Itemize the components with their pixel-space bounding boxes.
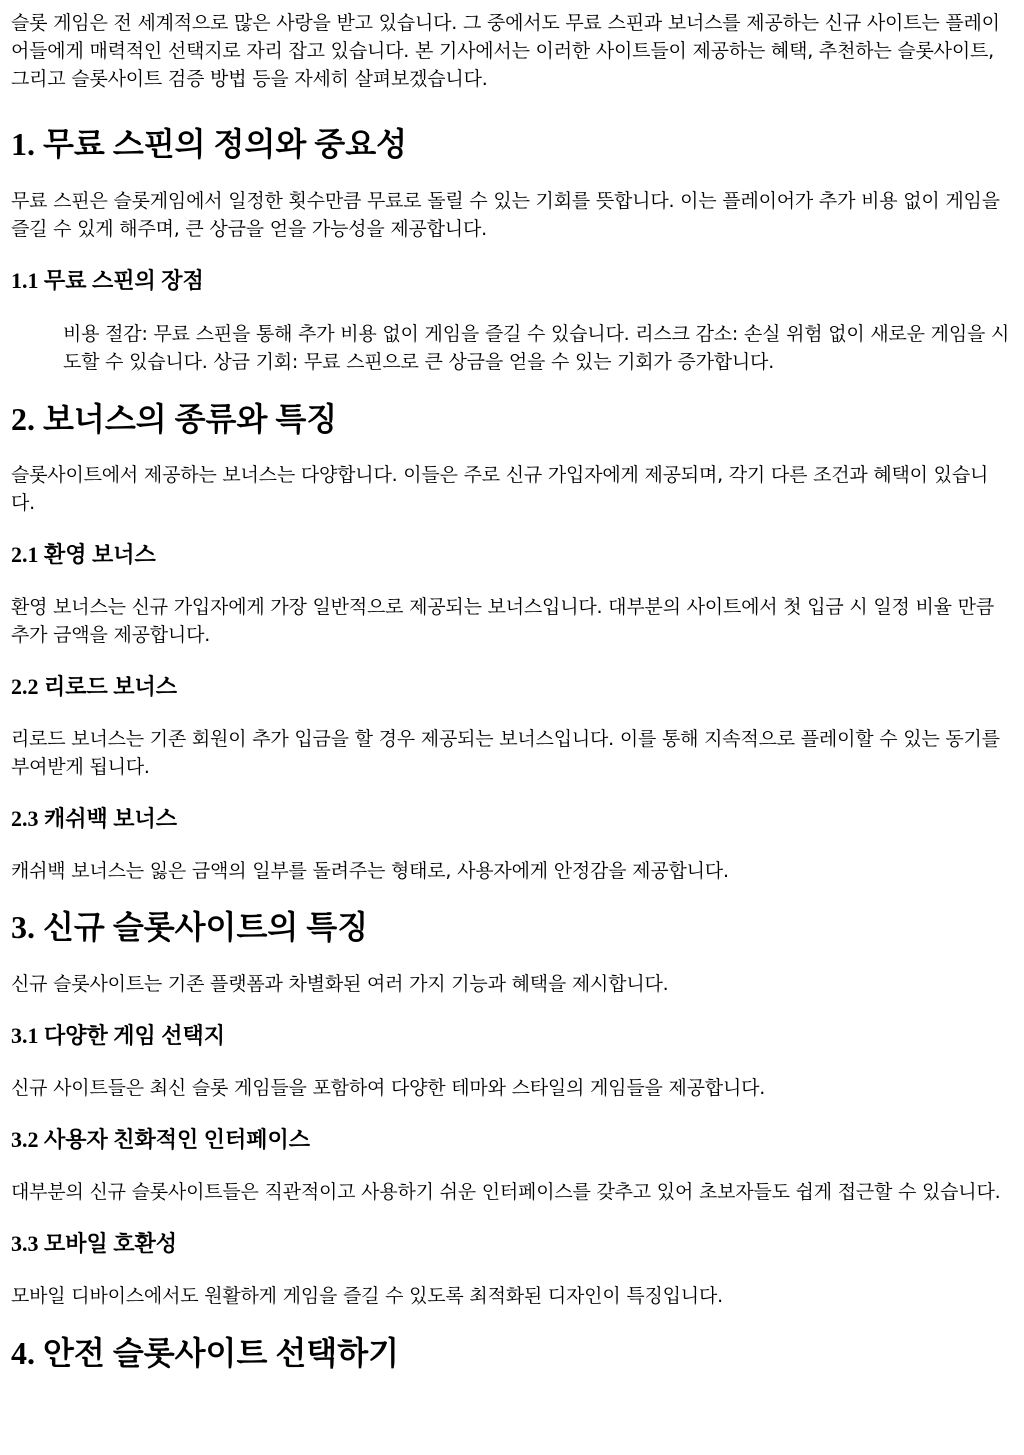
section-2-1-heading: 2.1 환영 보너스 bbox=[11, 542, 156, 567]
section-3-1-heading: 3.1 다양한 게임 선택지 bbox=[11, 1023, 226, 1048]
section-4-heading: 4. 안전 슬롯사이트 선택하기 bbox=[11, 1335, 400, 1371]
section-2-3-heading: 2.3 캐쉬백 보너스 bbox=[11, 806, 178, 831]
section-1-heading: 1. 무료 스핀의 정의와 중요성 bbox=[11, 126, 408, 162]
intro-paragraph: 슬롯 게임은 전 세계적으로 많은 사랑을 받고 있습니다. 그 중에서도 무료 스핀과 보너스를 제공하는 신규 사이트는 플레이어들에게 매력적인 선택지로 자리 잡고 있습니다. 본 기사에서는 이러한 사이트들이 제공하는 혜택, 추천하는 슬롯사이트, 그리고 슬롯사이트 검증 방법 등을 자세히 살펴보겠습니다. bbox=[11, 12, 1000, 90]
article bbox=[0, 9, 1024, 1373]
section-3-2-heading: 3.2 사용자 친화적인 인터페이스 bbox=[11, 1127, 311, 1152]
section-2-2-paragraph: 리로드 보너스는 기존 회원이 추가 입금을 할 경우 제공되는 보너스입니다. 이를 통해 지속적으로 플레이할 수 있는 동기를 부여받게 됩니다. bbox=[11, 728, 1000, 778]
section-3-3-heading: 3.3 모바일 호환성 bbox=[11, 1231, 178, 1256]
section-2-1-paragraph: 환영 보너스는 신규 가입자에게 가장 일반적으로 제공되는 보너스입니다. 대부분의 사이트에서 첫 입금 시 일정 비율 만큼 추가 금액을 제공합니다. bbox=[11, 596, 994, 646]
section-2-heading: 2. 보너스의 종류와 특징 bbox=[11, 401, 338, 437]
section-2-2-heading: 2.2 리로드 보너스 bbox=[11, 674, 178, 699]
section-2-3-paragraph: 캐쉬백 보너스는 잃은 금액의 일부를 돌려주는 형태로, 사용자에게 안정감을 제공합니다. bbox=[11, 860, 729, 882]
section-3-2-paragraph: 대부분의 신규 슬롯사이트들은 직관적이고 사용하기 쉬운 인터페이스를 갖추고 있어 초보자들도 쉽게 접근할 수 있습니다. bbox=[11, 1181, 1001, 1203]
section-3-3-paragraph: 모바일 디바이스에서도 원활하게 게임을 즐길 수 있도록 최적화된 디자인이 특징입니다. bbox=[11, 1285, 723, 1307]
section-2-paragraph: 슬롯사이트에서 제공하는 보너스는 다양합니다. 이들은 주로 신규 가입자에게 제공되며, 각기 다른 조건과 혜택이 있습니다. bbox=[11, 464, 989, 514]
section-3-1-paragraph: 신규 사이트들은 최신 슬롯 게임들을 포함하여 다양한 테마와 스타일의 게임들을 제공합니다. bbox=[11, 1077, 766, 1099]
section-3-paragraph: 신규 슬롯사이트는 기존 플랫폼과 차별화된 여러 가지 기능과 혜택을 제시합니다. bbox=[11, 973, 669, 995]
section-1-paragraph: 무료 스핀은 슬롯게임에서 일정한 횟수만큼 무료로 돌릴 수 있는 기회를 뜻합니다. 이는 플레이어가 추가 비용 없이 게임을 즐길 수 있게 해주며, 큰 상금을 얻을 가능성을 제공합니다. bbox=[11, 190, 1000, 240]
section-3-heading: 3. 신규 슬롯사이트의 특징 bbox=[11, 909, 369, 945]
section-1-1-heading: 1.1 무료 스핀의 장점 bbox=[11, 268, 204, 293]
section-1-1-blockquote: 비용 절감: 무료 스핀을 통해 추가 비용 없이 게임을 즐길 수 있습니다. 리스크 감소: 손실 위험 없이 새로운 게임을 시도할 수 있습니다. 상금 기회: 무료 스핀으로 큰 상금을 얻을 수 있는 기회가 증가합니다. bbox=[63, 323, 1010, 373]
